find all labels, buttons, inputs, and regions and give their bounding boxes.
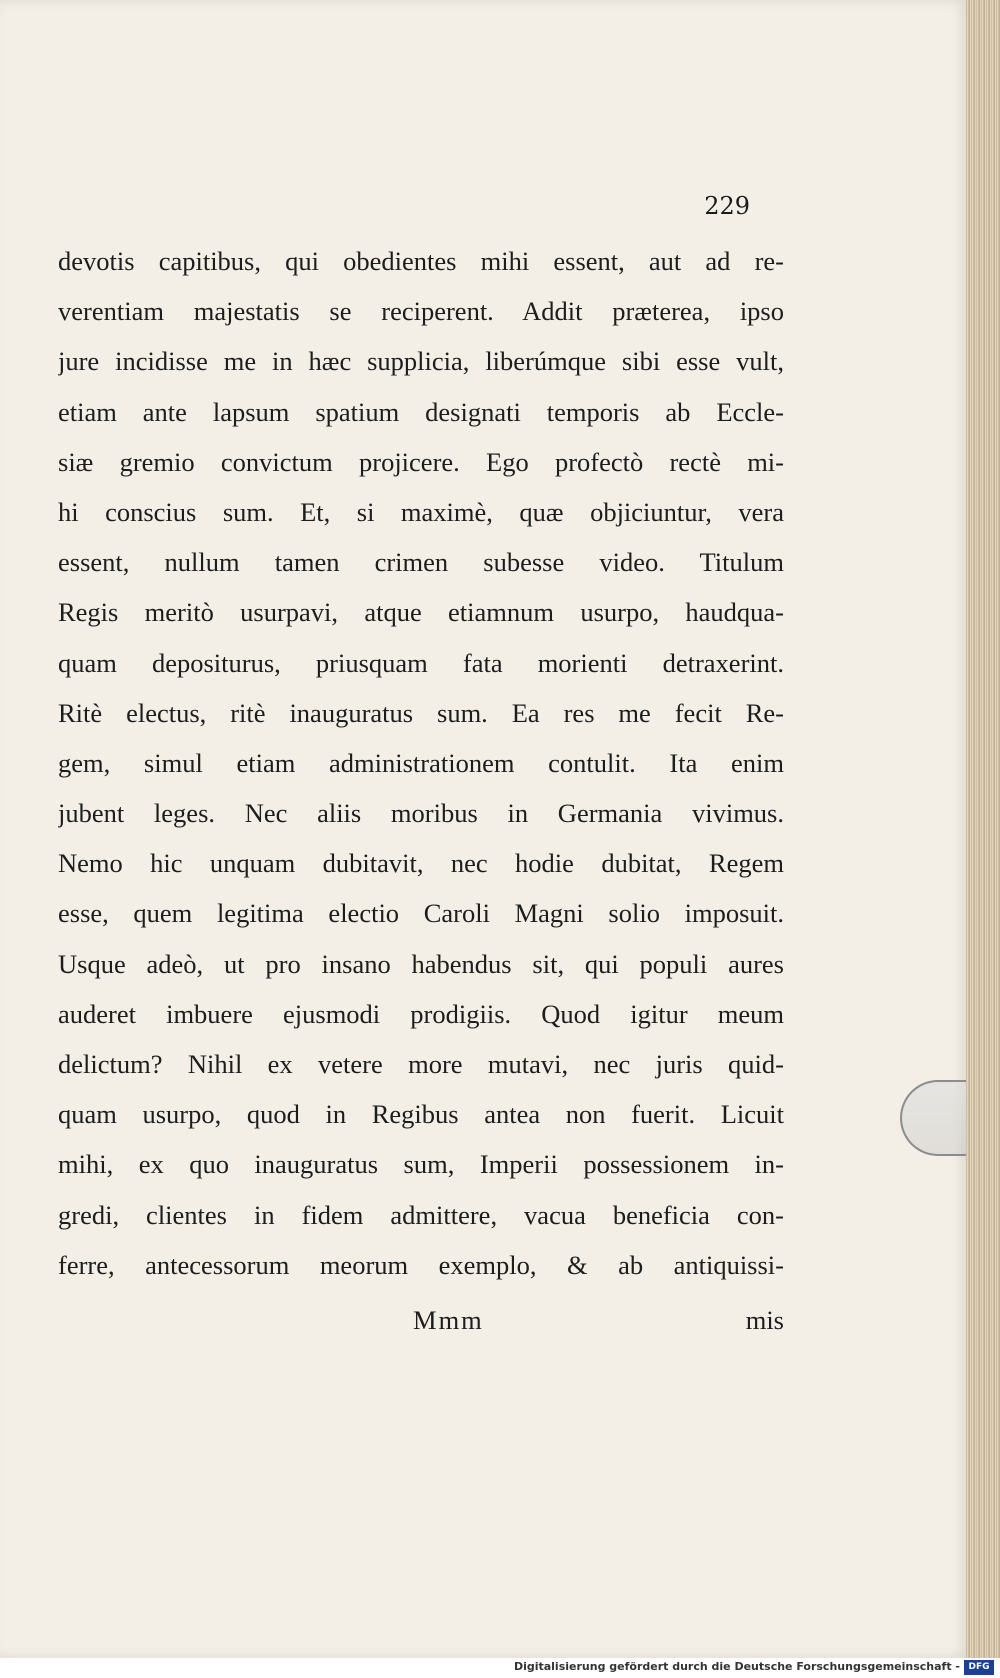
footer-bar	[0, 1658, 1000, 1678]
text-line: essent, nullum tamen crimen subesse video. Titulum	[58, 547, 784, 578]
text-line: jubent leges. Nec aliis moribus in Germania vivimus.	[58, 798, 784, 829]
text-line: quam usurpo, quod in Regibus antea non fuerit. Licuit	[58, 1099, 784, 1130]
text-line: mihi, ex quo inauguratus sum, Imperii possessionem in-	[58, 1149, 784, 1180]
text-line: gredi, clientes in fidem admittere, vacua beneficia con-	[58, 1199, 784, 1230]
text-line: devotis capitibus, qui obedientes mihi essent, aut ad re-	[58, 246, 784, 276]
text-line: Regis meritò usurpavi, atque etiamnum usurpo, haudqua-	[58, 597, 784, 628]
text-line: Nemo hic unquam dubitavit, nec hodie dubitat, Regem	[58, 848, 784, 879]
text-line: hi conscius sum. Et, si maximè, quæ objiciuntur, vera	[58, 496, 784, 527]
text-line: auderet imbuere ejusmodi prodigiis. Quod igitur meum	[58, 998, 784, 1029]
text-line: Ritè electus, ritè inauguratus sum. Ea res me fecit Re-	[58, 697, 784, 728]
text-line: Usque adeò, ut pro insano habendus sit, qui populi aures	[58, 948, 784, 979]
digitization-credit: Digitalisierung gefördert durch die Deutsche Forschungsgemeinschaft -	[513, 1660, 960, 1673]
text-line: siæ gremio convictum projicere. Ego profectò rectè mi-	[58, 446, 784, 477]
text-line: esse, quem legitima electio Caroli Magni solio imposuit.	[58, 898, 784, 929]
text-line: verentiam majestatis se reciperent. Addit præterea, ipso	[58, 296, 784, 327]
body-text	[58, 236, 784, 1290]
text-line: quam depositurus, priusquam fata morienti detraxerint.	[58, 647, 784, 678]
signature-line	[58, 1305, 784, 1345]
signature-mark: Mmm	[413, 1305, 484, 1335]
text-line: gem, simul etiam administrationem contulit. Ita enim	[58, 747, 784, 778]
text-line: ferre, antecessorum meorum exemplo, & ab antiquissi-	[58, 1249, 784, 1280]
text-line: etiam ante lapsum spatium designati temporis ab Eccle-	[58, 396, 784, 427]
page-number: 229	[704, 192, 750, 220]
text-line: delictum? Nihil ex vetere more mutavi, nec juris quid-	[58, 1049, 784, 1079]
page-edges	[966, 0, 1000, 1658]
text-line: jure incidisse me in hæc supplicia, liberúmque sibi esse vult,	[58, 346, 784, 377]
dfg-logo: DFG	[964, 1660, 994, 1675]
catchword: mis	[745, 1305, 784, 1335]
